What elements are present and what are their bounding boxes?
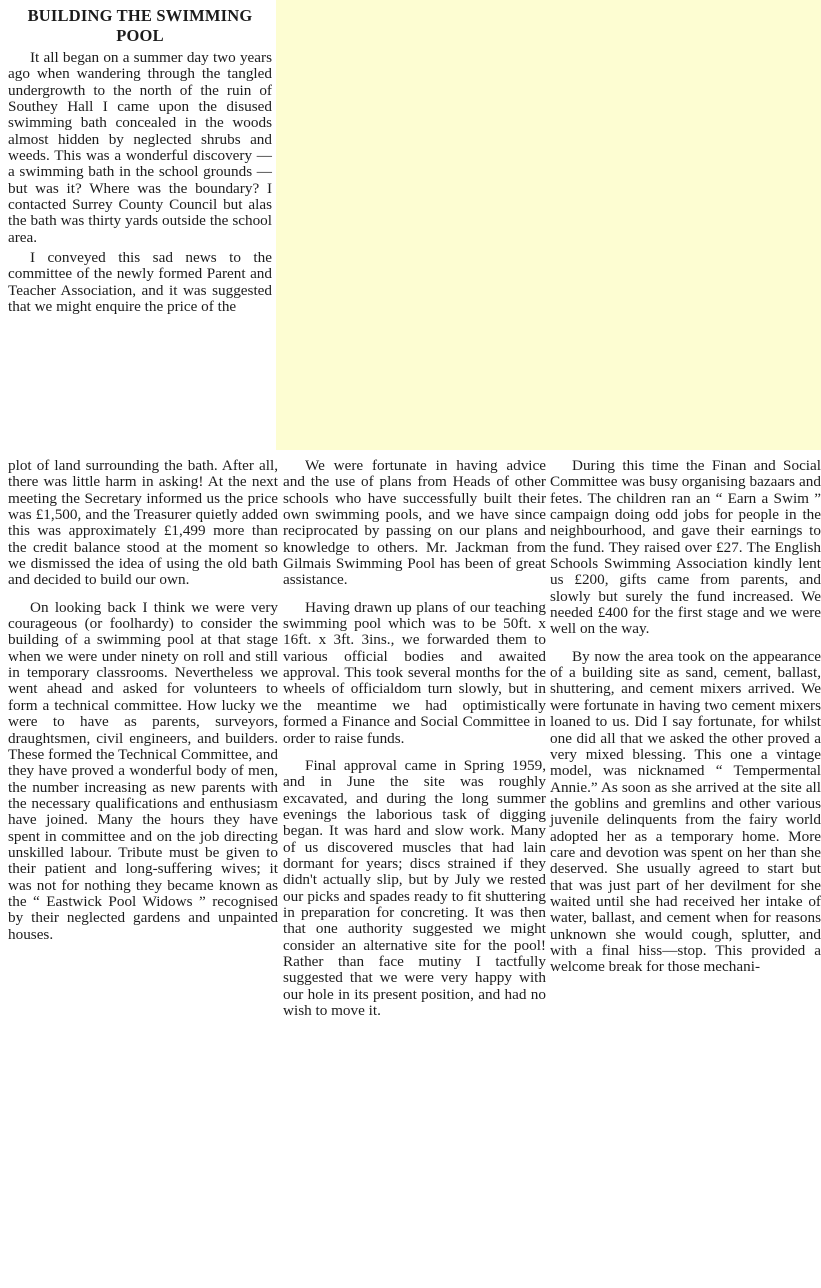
article-column-3 bbox=[550, 458, 821, 976]
paragraph: I conveyed this sad news to the committee of the newly formed Parent and Teacher Association, and it was suggested that we might enquire the price of the bbox=[8, 249, 272, 316]
article-column-2 bbox=[283, 458, 546, 1019]
paragraph: By now the area took on the appearance of a building site as sand, cement, ballast, shuttering, and cement mixers arrived. We were fortunate in having two cement mixers loaned to us. Did I say fortunate, for whilst one did all that we asked the other proved a very mixed blessing. This one a vintage model, was nicknamed “ Tempermental Annie.” As soon as she arrived at the site all the goblins and gremlins and other various juvenile delinquents from the fairy world adopted her as a temporary home. More care and devotion was spent on her than she deserved. She usually agreed to start but that was just part of her devilment for she waited until she had received her intake of water, ballast, and cement when for reasons unknown she would cough, splutter, and with a final hiss—stop. This provided a welcome break for those mechani- bbox=[550, 647, 821, 976]
paragraph: We were fortunate in having advice and the use of plans from Heads of other schools who have successfully built their own swimming pools, and we have since reciprocated by passing on our plans and knowledge to others. Mr. Jackman from Gilmais Swimming Pool has been of great assistance. bbox=[283, 457, 546, 589]
paragraph: Final approval came in Spring 1959, and in June the site was roughly excavated, and during the long summer evenings the laborious task of digging began. It was hard and slow work. Many of us discovered muscles that had lain dormant for years; discs strained if they didn't actually slip, but by July we rested our picks and spades ready to fit shuttering in preparation for concreting. It was then that one authority suggested we might consider an alternative site for the pool! Rather than face mutiny I tactfully suggested that we were very happy with our hole in its present position, and had no wish to move it. bbox=[283, 756, 546, 1019]
paragraph: During this time the Finan and Social Committee was busy organising bazaars and fetes. The children ran an “ Earn a Swim ” campaign doing odd jobs for people in the neighbourhood, and gave their earnings to the fund. They raised over £27. The English Schools Swimming Association kindly lent us £200, gifts came from parents, and slowly but surely the fund increased. We needed £400 for the first stage and we were well on the way. bbox=[550, 457, 821, 638]
highlight-panel bbox=[276, 0, 821, 450]
paragraph: On looking back I think we were very courageous (or foolhardy) to consider the building of a swimming pool at that stage when we were under ninety on roll and still in temporary classrooms. Nevertheless we went ahead and asked for volunteers to form a technical committee. How lucky we were to have as parents, surveyors, draughtsmen, civil engineers, and builders. These formed the Technical Committee, and they have proved a wonderful body of men, the number increasing as new parents with the necessary qualifications and enthusiasm have joined. Many the hours they have spent in committee and on the job directing unskilled labour. Tribute must be given to their patient and long-suffering wives; it was not for nothing they became known as the “ Eastwick Pool Widows ” recognised by their neglected gardens and unpainted houses. bbox=[8, 598, 278, 943]
article-headline: BUILDING THE SWIMMING POOL bbox=[27, 6, 253, 45]
article-intro-column bbox=[8, 6, 272, 316]
paragraph: plot of land surrounding the bath. After all, there was little harm in asking! At the next meeting the Secretary informed us the price was £1,500, and the Treasurer quietly added this was approximately £1,499 more than the credit balance stood at the moment so we dismissed the idea of using the old bath and decided to build our own. bbox=[8, 457, 278, 589]
paragraph: It all began on a summer day two years ago when wandering through the tangled undergrowth to the north of the ruin of Southey Hall I came upon the disused swimming bath concealed in the woods almost hidden by neglected shrubs and weeds. This was a wonderful discovery — a swimming bath in the school grounds — but was it? Where was the boundary? I contacted Surrey County Council but alas the bath was thirty yards outside the school area. bbox=[8, 49, 272, 246]
article-column-1 bbox=[8, 458, 278, 943]
paragraph: Having drawn up plans of our teaching swimming pool which was to be 50ft. x 16ft. x 3ft. 3ins., we forwarded them to various official bodies and awaited approval. This took several months for the wheels of officialdom turn slowly, but in the meantime we had optimistically formed a Finance and Social Committee in order to raise funds. bbox=[283, 598, 546, 747]
